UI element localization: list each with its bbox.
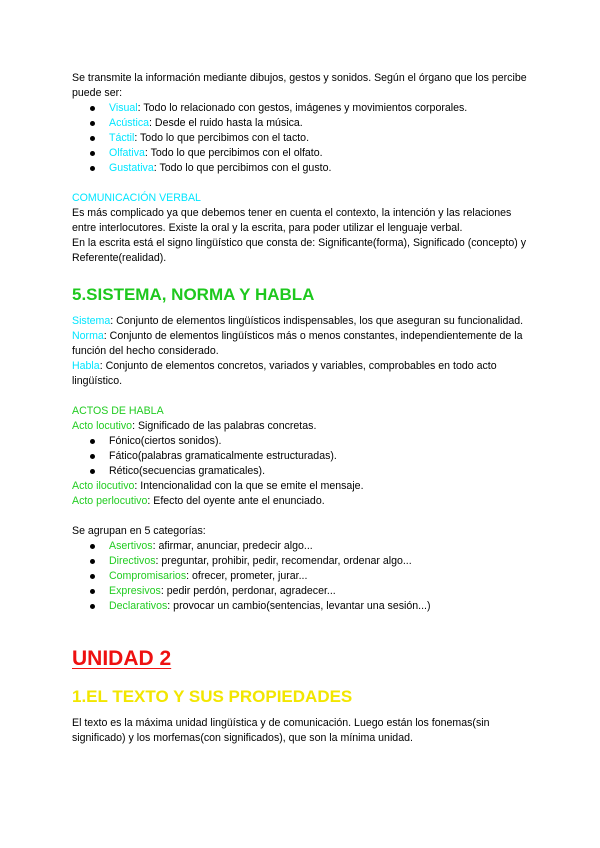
term-compromisarios: Compromisarios [109,570,187,582]
term-desc: : Conjunto de elementos lingüísticos más o menos constantes, independientemente de la función del hecho considerado. [72,330,523,357]
term-acto-perlocutivo: Acto perlocutivo [72,495,148,507]
list-item [72,131,528,146]
term-desc: : ofrecer, prometer, jurar... [186,570,308,582]
term-olfativa: Olfativa [109,147,145,159]
term-desc: : preguntar, prohibir, pedir, recomendar, ordenar algo... [155,555,412,567]
term-acustica: Acústica [109,117,150,129]
term-expresivos: Expresivos [109,585,161,597]
acto-ilocutivo [72,479,528,494]
list-item [72,584,528,599]
section-1-title: 1.EL TEXTO Y SUS PROPIEDADES [72,687,353,706]
list-item: Fático(palabras gramaticalmente estructuradas). [72,449,528,464]
term-asertivos: Asertivos [109,540,153,552]
list-item [72,161,528,176]
definition-sistema [72,314,528,329]
list-item [72,599,528,614]
term-desc: : Efecto del oyente ante el enunciado. [147,495,325,507]
acto-locutivo [72,419,528,434]
categorias-list [72,539,528,614]
term-declarativos: Declarativos [109,600,168,612]
term-desc: : provocar un cambio(sentencias, levantar una sesión...) [167,600,431,612]
term-desc: : pedir perdón, perdonar, agradecer... [160,585,336,597]
actos-heading: ACTOS DE HABLA [72,405,164,417]
term-acto-ilocutivo: Acto ilocutivo [72,480,135,492]
texto-paragraph: El texto es la máxima unidad lingüística y de comunicación. Luego están los fonemas(sin significado) y los morfemas(con significados), que son la mínima unidad. [72,717,490,744]
categorias-intro: Se agrupan en 5 categorías: [72,525,206,537]
verbal-heading: COMUNICACIÓN VERBAL [72,192,201,204]
definition-norma [72,329,528,359]
term-visual: Visual [109,102,138,114]
document-page [72,71,528,746]
term-desc: : Conjunto de elementos lingüísticos indispensables, los que aseguran su funcionalidad. [110,315,524,327]
list-item [72,101,528,116]
term-desc: : Conjunto de elementos concretos, variados y variables, comprobables en todo acto lingüístico. [72,360,497,387]
verbal-paragraph-2: En la escrita está el signo lingüístico que consta de: Significante(forma), Significado (concepto) y Referente(realidad). [72,237,527,264]
term-directivos: Directivos [109,555,156,567]
list-item [72,539,528,554]
term-desc: : Significado de las palabras concretas. [132,420,317,432]
term-sistema: Sistema [72,315,111,327]
unit-title: UNIDAD 2 [72,647,172,670]
term-tactil: Táctil [109,132,135,144]
list-item [72,146,528,161]
list-item: Rético(secuencias gramaticales). [72,464,528,479]
term-norma: Norma [72,330,104,342]
term-habla: Habla [72,360,100,372]
list-item: Fónico(ciertos sonidos). [72,434,528,449]
locutivo-list [72,434,528,479]
term-gustativa: Gustativa [109,162,154,174]
definition-habla [72,359,528,389]
acto-perlocutivo [72,494,528,509]
term-acto-locutivo: Acto locutivo [72,420,133,432]
term-desc: : Todo lo que percibimos con el olfato. [144,147,323,159]
term-desc: : Todo lo que percibimos con el tacto. [134,132,310,144]
list-item [72,554,528,569]
term-desc: : Intencionalidad con la que se emite el mensaje. [134,480,364,492]
term-desc: : Desde el ruido hasta la música. [149,117,303,129]
section-5-title: 5.SISTEMA, NORMA Y HABLA [72,285,315,304]
sense-list [72,101,528,176]
term-desc: : Todo lo que percibimos con el gusto. [153,162,332,174]
verbal-paragraph-1: Es más complicado ya que debemos tener en cuenta el contexto, la intención y las relaciones entre interlocutores. Existe la oral y la escrita, para poder utilizar el lenguaje verbal. [72,207,512,234]
term-desc: : afirmar, anunciar, predecir algo... [152,540,313,552]
term-desc: : Todo lo relacionado con gestos, imágenes y movimientos corporales. [137,102,468,114]
list-item [72,569,528,584]
list-item [72,116,528,131]
intro-paragraph: Se transmite la información mediante dibujos, gestos y sonidos. Según el órgano que los percibe puede ser: [72,72,527,99]
